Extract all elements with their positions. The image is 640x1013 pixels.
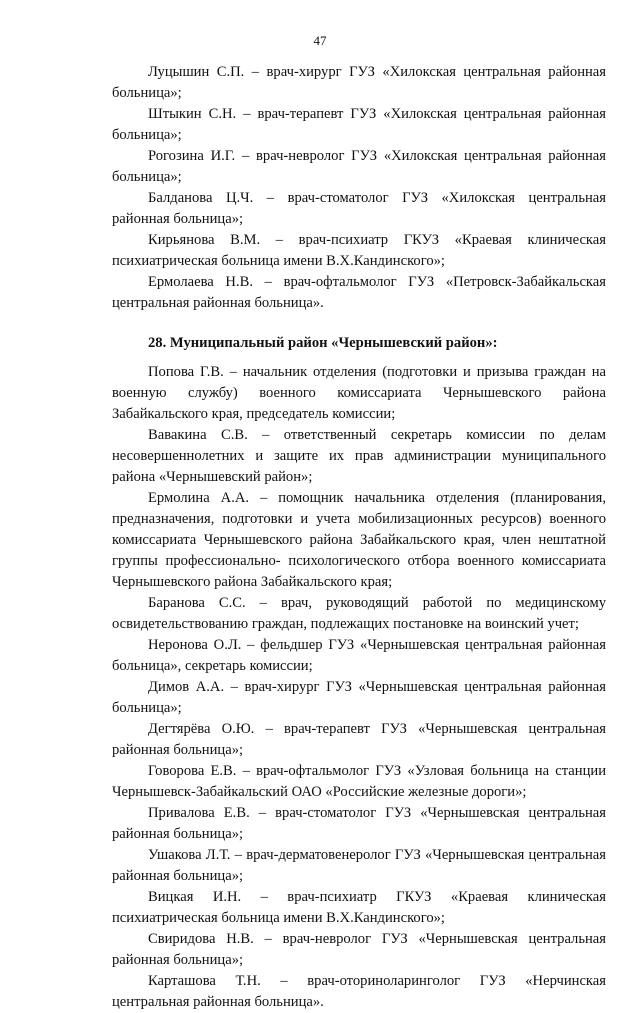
document-body [112, 62, 606, 1013]
page-number: 47 [313, 33, 327, 48]
list-item: Рогозина И.Г. – врач-невролог ГУЗ «Хилокская центральная районная больница»; [112, 148, 606, 185]
list-item: Свиридова Н.В. – врач-невролог ГУЗ «Чернышевская центральная районная больница»; [112, 931, 606, 968]
list-item: Балданова Ц.Ч. – врач-стоматолог ГУЗ «Хилокская центральная районная больница»; [112, 190, 606, 227]
list-item: Кирьянова В.М. – врач-психиатр ГКУЗ «Краевая клиническая психиатрическая больница имени В.Х.Кандинского»; [112, 232, 606, 269]
list-item: Луцышин С.П. – врач-хирург ГУЗ «Хилокская центральная районная больница»; [112, 64, 606, 101]
list-item: Карташова Т.Н. – врач-оториноларинголог ГУЗ «Нерчинская центральная районная больница». [112, 973, 606, 1010]
list-item: Вавакина С.В. – ответственный секретарь комиссии по делам несовершеннолетних и защите их прав администрации муниципального района «Чернышевский район»; [112, 427, 606, 485]
list-item: Димов А.А. – врач-хирург ГУЗ «Чернышевская центральная районная больница»; [112, 679, 606, 716]
list-item: Ушакова Л.Т. – врач-дерматовенеролог ГУЗ «Чернышевская центральная районная больница»; [112, 847, 606, 884]
list-item: Штыкин С.Н. – врач-терапевт ГУЗ «Хилокская центральная районная больница»; [112, 106, 606, 143]
list-item: Дегтярёва О.Ю. – врач-терапевт ГУЗ «Чернышевская центральная районная больница»; [112, 721, 606, 758]
list-item: Говорова Е.В. – врач-офтальмолог ГУЗ «Узловая больница на станции Чернышевск-Забайкальский ОАО «Российские железные дороги»; [112, 763, 606, 800]
list-item: Вицкая И.Н. – врач-психиатр ГКУЗ «Краевая клиническая психиатрическая больница имени В.Х.Кандинского»; [112, 889, 606, 926]
list-item: Ермолина А.А. – помощник начальника отделения (планирования, предназначения, подготовки и учета мобилизационных ресурсов) военного комиссариата Чернышевского района Забайкальского края, член нештатной группы профессионально- психологического отбора военного комиссариата Чернышевского района Забайкальского края; [112, 490, 606, 590]
section-heading: 28. Муниципальный район «Чернышевский район»: [148, 335, 498, 351]
list-item: Попова Г.В. – начальник отделения (подготовки и призыва граждан на военную службу) военного комиссариата Чернышевского района Забайкальского края, председатель комиссии; [112, 364, 606, 422]
list-item: Привалова Е.В. – врач-стоматолог ГУЗ «Чернышевская центральная районная больница»; [112, 805, 606, 842]
list-item: Ермолаева Н.В. – врач-офтальмолог ГУЗ «Петровск-Забайкальская центральная районная больница». [112, 274, 606, 311]
list-item: Баранова С.С. – врач, руководящий работой по медицинскому освидетельствованию граждан, подлежащих постановке на воинский учет; [112, 595, 606, 632]
list-item: Неронова О.Л. – фельдшер ГУЗ «Чернышевская центральная районная больница», секретарь комиссии; [112, 637, 606, 674]
